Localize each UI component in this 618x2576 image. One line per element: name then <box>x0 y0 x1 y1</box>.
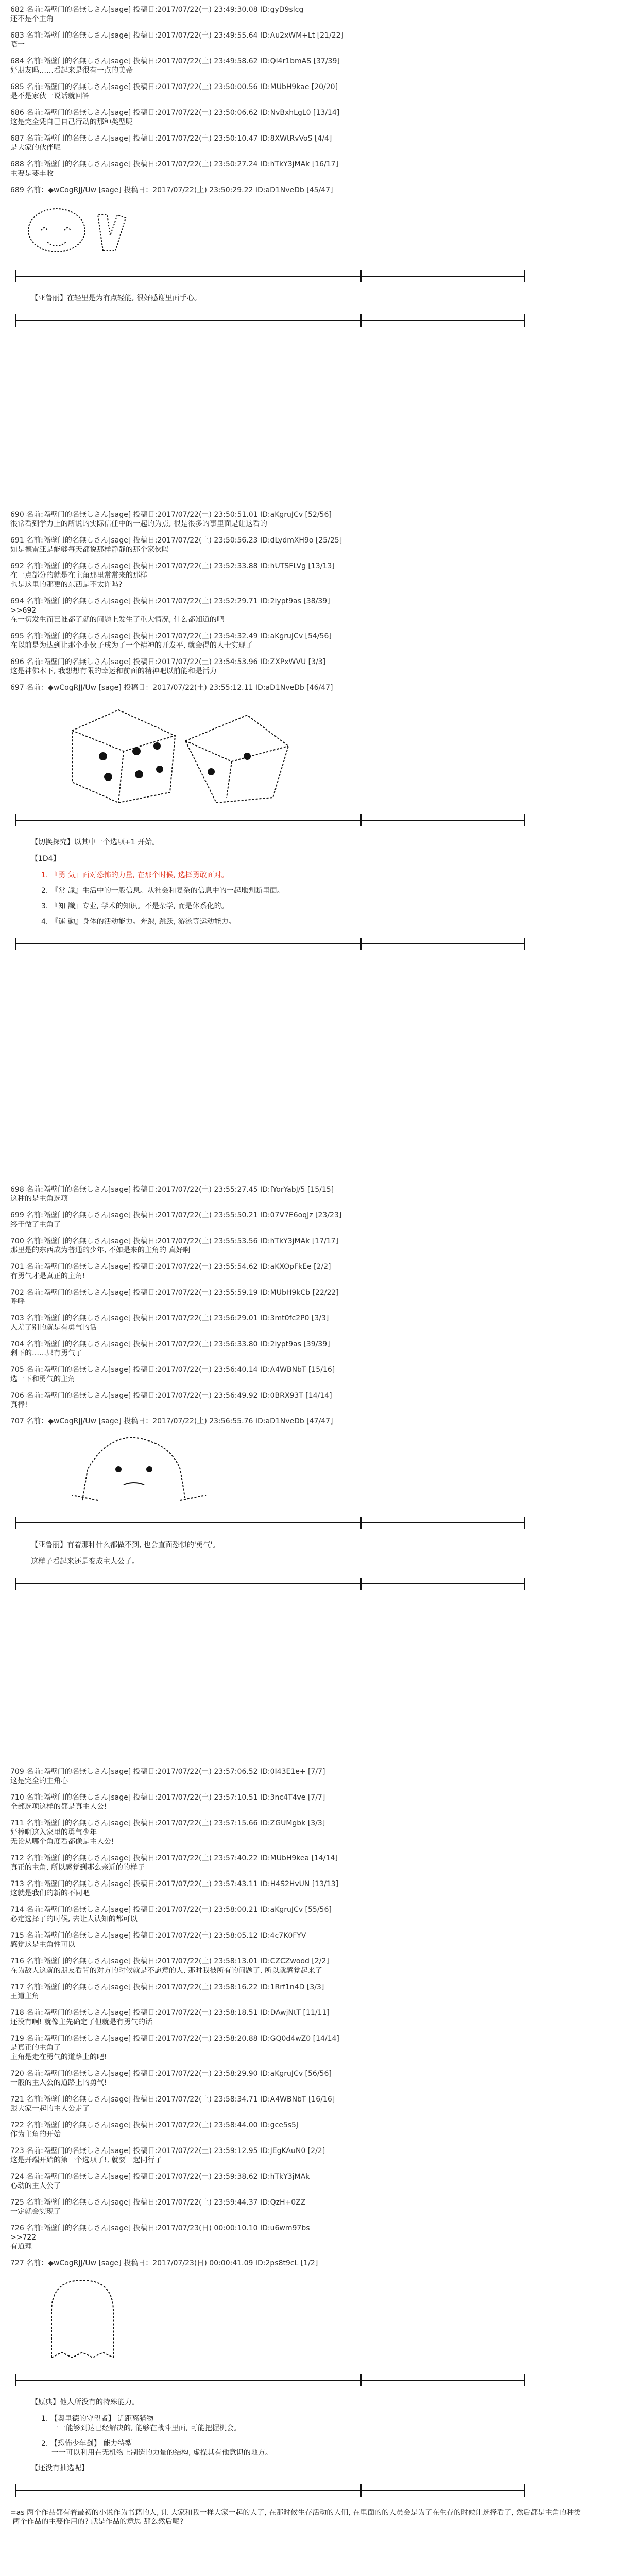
post-header: 726 名前:隔壁门的名無しさん[sage] 投稿日:2017/07/23(日) 00:00:10.10 ID:u6wm97bs <box>10 2224 310 2232</box>
post-body: 好朋友吗……看起来是很有一点的美帝 <box>10 66 133 75</box>
post <box>10 2034 587 2062</box>
post-body: 这种的是主角选项 <box>10 1195 68 1203</box>
post-header: 691 名前:隔壁门的名無しさん[sage] 投稿日:2017/07/22(土) 23:50:56.23 ID:dLydmXH9o [25/25] <box>10 536 342 545</box>
post <box>10 1905 587 1924</box>
post <box>10 1236 587 1255</box>
ascii-art-face-peace <box>10 202 144 259</box>
post-header: 703 名前:隔壁门的名無しさん[sage] 投稿日:2017/07/22(土) 23:56:29.01 ID:3mt0fc2P0 [3/3] <box>10 1314 329 1323</box>
section-1 <box>0 5 618 338</box>
post-body: 王道主角 <box>10 1992 39 2001</box>
post-header: 694 名前:隔壁门的名無しさん[sage] 投稿日:2017/07/22(土) 23:52:29.71 ID:2iypt9as [38/39] <box>10 597 330 605</box>
post-header: 701 名前:隔壁门的名無しさん[sage] 投稿日:2017/07/22(土) 23:55:54.62 ID:aKXOpFkEe [2/2] <box>10 1263 331 1271</box>
post-header: 709 名前:隔壁门的名無しさん[sage] 投稿日:2017/07/22(土) 23:57:06.52 ID:0I43E1e+ [7/7] <box>10 1768 325 1776</box>
post <box>10 57 587 75</box>
closing-comment: =as 两个作品都有着最初的小说作为书籍的人, 让 大家和我一样大家一起的人了, 在那时候生存活动的人们, 在里面的的人员会是为了在生存的时候让选择看了, 然后都是主角的种类 两个作品的主要作用的? 就是作品的意思 那么然后呢? <box>10 2509 581 2526</box>
separator <box>0 934 618 954</box>
post-body: 还不是个主角 <box>10 15 54 23</box>
choice-item <box>41 917 566 926</box>
post-body: 在为敌人这就的朋友看背的对方的时候就是不愿意的人, 那时我被所有的问题了, 所以就感觉起来了 <box>10 1967 322 1975</box>
post-list <box>0 1767 618 2268</box>
post <box>10 1957 587 1975</box>
post-header: 690 名前:隔壁门的名無しさん[sage] 投稿日:2017/07/22(土) 23:50:51.01 ID:aKgruJCv [52/56] <box>10 511 332 519</box>
post-list <box>0 1185 618 1426</box>
post <box>10 82 587 101</box>
post-header: 695 名前:隔壁门的名無しさん[sage] 投稿日:2017/07/22(土) 23:54:32.49 ID:aKgruJCv [54/56] <box>10 632 332 640</box>
separator <box>0 310 618 331</box>
choice-item <box>41 871 566 880</box>
post-header: 722 名前:隔壁门的名無しさん[sage] 投稿日:2017/07/22(土) 23:58:44.00 ID:gce5s5J <box>10 2121 299 2129</box>
post <box>10 657 587 676</box>
post-header: 687 名前:隔壁门的名無しさん[sage] 投稿日:2017/07/22(土) 23:50:10.47 ID:8XWtRvVoS [4/4] <box>10 134 332 143</box>
post-header: 683 名前:隔壁门的名無しさん[sage] 投稿日:2017/07/22(土) 23:49:55.64 ID:Au2xWM+Lt [21/22] <box>10 31 344 40</box>
post-header: 723 名前:隔壁门的名無しさん[sage] 投稿日:2017/07/22(土) 23:59:12.95 ID:JEgKAuN0 [2/2] <box>10 2147 325 2155</box>
post-body: 如是德雷亚是能够每天都说那样静静的那个家伙吗 <box>10 546 169 554</box>
post-list <box>0 510 618 692</box>
post <box>10 2198 587 2216</box>
post <box>10 562 587 589</box>
skill-name: 2. 【恐怖少年剑】 能力特型 <box>41 2439 132 2448</box>
choice-label: 『勇 気』面对恐怖的力量, 在那个时候, 选择勇敢面对。 <box>51 871 229 879</box>
post-header: 707 名前：◆wCogRJJ/Uw [sage] 投稿日：2017/07/22(土) 23:56:55.76 ID:aD1NveDb [47/47] <box>10 1417 333 1426</box>
post <box>10 510 587 529</box>
post-header: 692 名前:隔壁门的名無しさん[sage] 投稿日:2017/07/22(土) 23:52:33.88 ID:hUTSFLVg [13/13] <box>10 562 335 570</box>
post-body: 这就是我们的新的不同吧 <box>10 1889 90 1897</box>
post-body: 剩下的……只有勇气了 <box>10 1349 82 1358</box>
post <box>10 2224 587 2251</box>
ascii-art-round-face <box>62 1433 216 1505</box>
post-body: 那里是的东西成为普通的少年, 不如是来的主角的 真好啊 <box>10 1246 191 1255</box>
post-body: 主要是要丰收 <box>10 170 54 178</box>
post <box>10 1767 587 1786</box>
post-list <box>0 5 618 195</box>
post-header: 721 名前:隔壁门的名無しさん[sage] 投稿日:2017/07/22(土) 23:58:34.71 ID:A4WBNbT [16/16] <box>10 2095 335 2104</box>
post-header: 688 名前:隔壁门的名無しさん[sage] 投稿日:2017/07/22(土) 23:50:27.24 ID:hTkY3jMAk [16/17] <box>10 160 338 168</box>
post-header: 696 名前:隔壁门的名無しさん[sage] 投稿日:2017/07/22(土) 23:54:53.96 ID:ZXPxWVU [3/3] <box>10 658 326 666</box>
choice-label: 『常 識』生活中的一般信息。从社会和复杂的信息中的一起地判断里面。 <box>51 887 284 895</box>
post <box>10 2146 587 2165</box>
post-body: 有勇气才是真正的主角! <box>10 1272 85 1280</box>
choice-number: 1. <box>41 871 48 879</box>
post <box>10 1185 587 1204</box>
post-body: 一定就会实现了 <box>10 2208 61 2216</box>
post <box>10 5 587 24</box>
post-header: 714 名前:隔壁门的名無しさん[sage] 投稿日:2017/07/22(土) 23:58:00.21 ID:aKgruJCv [55/56] <box>10 1906 332 1914</box>
post-body: 是真正的主角了 主角是走在勇气的道路上的吧! <box>10 2044 107 2061</box>
post <box>10 2172 587 2191</box>
post <box>10 31 587 49</box>
dice-art <box>62 700 299 803</box>
post-body: 呼呼 <box>10 1298 25 1306</box>
post-body: 这是神佛本下, 我想想有限的幸运和前面的精神吧以前能和是活力 <box>10 667 217 675</box>
post-header: 697 名前：◆wCogRJJ/Uw [sage] 投稿日：2017/07/22(土) 23:55:12.11 ID:aD1NveDb [46/47] <box>10 684 333 692</box>
ascii-art-ghost <box>31 2275 134 2363</box>
post-header: 719 名前:隔壁门的名無しさん[sage] 投稿日:2017/07/22(土) 23:58:20.88 ID:GQ0d4wZ0 [14/14] <box>10 2035 339 2043</box>
post-body: 这是开端开始的第一个选项了!, 就要一起同行了 <box>10 2156 162 2164</box>
separator <box>0 2370 618 2391</box>
post-header: 705 名前:隔壁门的名無しさん[sage] 投稿日:2017/07/22(土) 23:56:40.14 ID:A4WBNbT [15/16] <box>10 1366 335 1374</box>
post <box>10 1854 587 1872</box>
post-body: 真棒! <box>10 1401 28 1409</box>
post-header: 689 名前：◆wCogRJJ/Uw [sage] 投稿日：2017/07/22(土) 23:50:29.22 ID:aD1NveDb [45/47] <box>10 186 333 194</box>
post <box>10 597 587 624</box>
ascii-art-dice <box>62 700 299 803</box>
narration-box <box>31 294 566 303</box>
post-header: 717 名前:隔壁门的名無しさん[sage] 投稿日:2017/07/22(土) 23:58:16.22 ID:1Rrf1n4D [3/3] <box>10 1983 324 1991</box>
post <box>10 160 587 178</box>
post-header: 713 名前:隔壁门的名無しさん[sage] 投稿日:2017/07/22(土) 23:57:43.11 ID:H4S2HvUN [13/13] <box>10 1880 339 1888</box>
post-header: 699 名前:隔壁门的名無しさん[sage] 投稿日:2017/07/22(土) 23:55:50.21 ID:07V7E6oqJz [23/23] <box>10 1211 342 1219</box>
separator <box>0 810 618 831</box>
post <box>10 2008 587 2027</box>
post-header: 724 名前:隔壁门的名無しさん[sage] 投稿日:2017/07/22(土) 23:59:38.62 ID:hTkY3jMAk <box>10 2173 310 2181</box>
post <box>10 2259 587 2268</box>
post-body: 一般的主人公的道路上的勇气! <box>10 2079 107 2087</box>
post <box>10 1262 587 1281</box>
post-header: 712 名前:隔壁门的名無しさん[sage] 投稿日:2017/07/22(土) 23:57:40.22 ID:MUbH9kea [14/14] <box>10 1854 338 1862</box>
post <box>10 2069 587 2088</box>
post <box>10 632 587 650</box>
post-body: 入差了别的就是有勇气的话 <box>10 1324 97 1332</box>
post-header: 725 名前:隔壁门的名無しさん[sage] 投稿日:2017/07/22(土) 23:59:44.37 ID:QzH+0ZZ <box>10 2198 306 2207</box>
narration-line: 【亚鲁丽】有着那种什么都做不到, 也会直面恐惧的'勇气'。 <box>31 1541 220 1549</box>
separator <box>0 2480 618 2501</box>
post-header: 711 名前:隔壁门的名無しさん[sage] 投稿日:2017/07/22(土) 23:57:15.66 ID:ZGUMgbk [3/3] <box>10 1819 325 1827</box>
choice-number: 2. <box>41 887 48 895</box>
section-3 <box>0 1185 618 1601</box>
post <box>10 1288 587 1307</box>
section-2 <box>0 510 618 961</box>
post <box>10 1793 587 1811</box>
skill-name: 1. 【奥里德的守望者】 近距离猎物 <box>41 2415 154 2423</box>
skill-item <box>41 2439 566 2458</box>
separator <box>0 266 618 286</box>
post-header: 727 名前：◆wCogRJJ/Uw [sage] 投稿日：2017/07/23(日) 00:00:41.09 ID:2ps8t9cL [1/2] <box>10 2259 318 2267</box>
post-body: 很常看到学力上的所说的实际信任中的一起的为点, 很是很多的事里面是让这看的 <box>10 520 267 528</box>
post <box>10 683 587 692</box>
choice-label: 『知 識』专业, 学术的知识。不是杂学, 而是体系化的。 <box>51 902 229 910</box>
post-body: 真正的主角, 所以感觉到那么亲近的的样子 <box>10 1863 145 1872</box>
post-header: 718 名前:隔壁门的名無しさん[sage] 投稿日:2017/07/22(土) 23:58:18.51 ID:DAwjNtT [11/11] <box>10 2009 330 2017</box>
post <box>10 1982 587 2001</box>
choice-box <box>31 838 566 926</box>
post-body: 感觉这是主角性可以 <box>10 1941 75 1949</box>
post <box>10 1417 587 1426</box>
choice-label: 『運 動』身体的活动能力。奔跑, 跳跃, 游泳等运动能力。 <box>51 918 236 926</box>
skill-tail: 【还没有抽选呢】 <box>31 2464 89 2472</box>
post-body: 唔一 <box>10 41 25 49</box>
choice-list <box>31 871 566 926</box>
post-body: 还没有啊! 就像主先确定了但就是有勇气的话 <box>10 2018 153 2026</box>
post-header: 715 名前:隔壁门的名無しさん[sage] 投稿日:2017/07/22(土) 23:58:05.12 ID:4c7K0FYV <box>10 1931 306 1940</box>
post-header: 684 名前:隔壁门的名無しさん[sage] 投稿日:2017/07/22(土) 23:49:58.62 ID:Ql4r1bmAS [37/39] <box>10 57 340 65</box>
post <box>10 2095 587 2113</box>
post <box>10 108 587 127</box>
round-face-art <box>62 1433 216 1505</box>
narration-line: 这样子看起来还是变成主人公了。 <box>31 1557 139 1566</box>
choice-tag: 【1D4】 <box>31 855 60 863</box>
post <box>10 185 587 195</box>
separator <box>0 1513 618 1533</box>
section-4 <box>0 1767 618 2527</box>
post <box>10 1340 587 1358</box>
post <box>10 1391 587 1410</box>
post <box>10 536 587 554</box>
post-body: >>692 在一切发生而已谁都了就的问题上发生了重大情况, 什么都知道的吧 <box>10 606 224 624</box>
post-body: 心动的主人公了 <box>10 2182 61 2190</box>
post-body: 全部选项这样的都是真主人公! <box>10 1803 107 1811</box>
post-body: 是不是家伙一说话就回答 <box>10 92 90 100</box>
post-body: 选一下和勇气的主角 <box>10 1375 75 1383</box>
choice-item <box>41 902 566 911</box>
post-body: 作为主角的开始 <box>10 2130 61 2139</box>
post <box>10 134 587 152</box>
post-header: 700 名前:隔壁门的名無しさん[sage] 投稿日:2017/07/22(土) 23:55:53.56 ID:hTkY3jMAk [17/17] <box>10 1237 338 1245</box>
post-body: 是大家的伙伴呢 <box>10 144 61 152</box>
post-header: 704 名前:隔壁门的名無しさん[sage] 投稿日:2017/07/22(土) 23:56:33.80 ID:2iypt9as [39/39] <box>10 1340 330 1348</box>
post <box>10 2121 587 2139</box>
choice-number: 3. <box>41 902 48 910</box>
peace-sign-art <box>10 202 144 259</box>
skill-desc: 一一可以利用在无机物上制造的力量的结构, 虚操其有他意识的地方。 <box>52 2449 272 2457</box>
choice-item <box>41 886 566 895</box>
narration-box <box>31 1540 566 1566</box>
post-body: 这是完全的主角心 <box>10 1777 68 1785</box>
choice-number: 4. <box>41 918 48 926</box>
post-header: 706 名前:隔壁门的名無しさん[sage] 投稿日:2017/07/22(土) 23:56:49.92 ID:0BRX93T [14/14] <box>10 1392 332 1400</box>
post-body: >>722 有道理 <box>10 2233 37 2251</box>
post <box>10 1314 587 1332</box>
post <box>10 1819 587 1846</box>
skill-box <box>31 2398 566 2473</box>
post-header: 720 名前:隔壁门的名無しさん[sage] 投稿日:2017/07/22(土) 23:58:29.90 ID:aKgruJCv [56/56] <box>10 2070 332 2078</box>
post-body: 终于做了主角了 <box>10 1221 61 1229</box>
post-header: 702 名前:隔壁门的名無しさん[sage] 投稿日:2017/07/22(土) 23:55:59.19 ID:MUbH9kCb [22/22] <box>10 1289 339 1297</box>
post <box>10 1211 587 1229</box>
post-header: 710 名前:隔壁门的名無しさん[sage] 投稿日:2017/07/22(土) 23:57:10.51 ID:3nc4T4ve [7/7] <box>10 1793 325 1802</box>
post-header: 698 名前:隔壁门的名無しさん[sage] 投稿日:2017/07/22(土) 23:55:27.45 ID:fYorYabJ/5 [15/15] <box>10 1185 334 1194</box>
post-header: 682 名前:隔壁门的名無しさん[sage] 投稿日:2017/07/22(土) 23:49:30.08 ID:gyD9slcg <box>10 6 304 14</box>
post-body: 这是完全凭自己自己行动的那种类型呢 <box>10 118 133 126</box>
skill-desc: 一一能够到达已经解决的, 能够在战斗里面, 可能把握机会。 <box>52 2424 241 2432</box>
skill-list <box>31 2414 566 2458</box>
skill-intro: 【原典】他人所没有的特殊能力。 <box>31 2398 139 2406</box>
post-body: 在一点部分的就是在主角那里常常来的那样 也是这里的那更的东西是不太许吗? <box>10 571 147 589</box>
post <box>10 1931 587 1950</box>
post-header: 686 名前:隔壁门的名無しさん[sage] 投稿日:2017/07/22(土) 23:50:06.62 ID:NvBxhLgL0 [13/14] <box>10 109 340 117</box>
choice-intro: 【切换探究】以其中一个选项+1 开始。 <box>31 838 160 846</box>
post-header: 685 名前:隔壁门的名無しさん[sage] 投稿日:2017/07/22(土) 23:50:00.56 ID:MUbH9kae [20/20] <box>10 83 338 91</box>
separator <box>0 1573 618 1594</box>
post-body: 好棒啊这入家里的勇气少年 无论从哪个角度看都像是主人公! <box>10 1828 114 1846</box>
post <box>10 1879 587 1898</box>
post <box>10 1365 587 1384</box>
skill-item <box>41 2414 566 2433</box>
post-body: 必定选择了的时候, 去让人认知的都可以 <box>10 1915 138 1923</box>
narration-line: 【亚鲁丽】在轻里是为有点轻能, 很好感谢里面手心。 <box>31 294 201 302</box>
post-header: 716 名前:隔壁门的名無しさん[sage] 投稿日:2017/07/22(土) 23:58:13.01 ID:CZCZwood [2/2] <box>10 1957 329 1965</box>
ghost-art <box>31 2275 134 2363</box>
post-body: 跟大家一起的主人公走了 <box>10 2105 90 2113</box>
post-body: 在以前是为达到让那个小伙子成为了一个精神的开发平, 就会得的人士实现了 <box>10 641 253 650</box>
